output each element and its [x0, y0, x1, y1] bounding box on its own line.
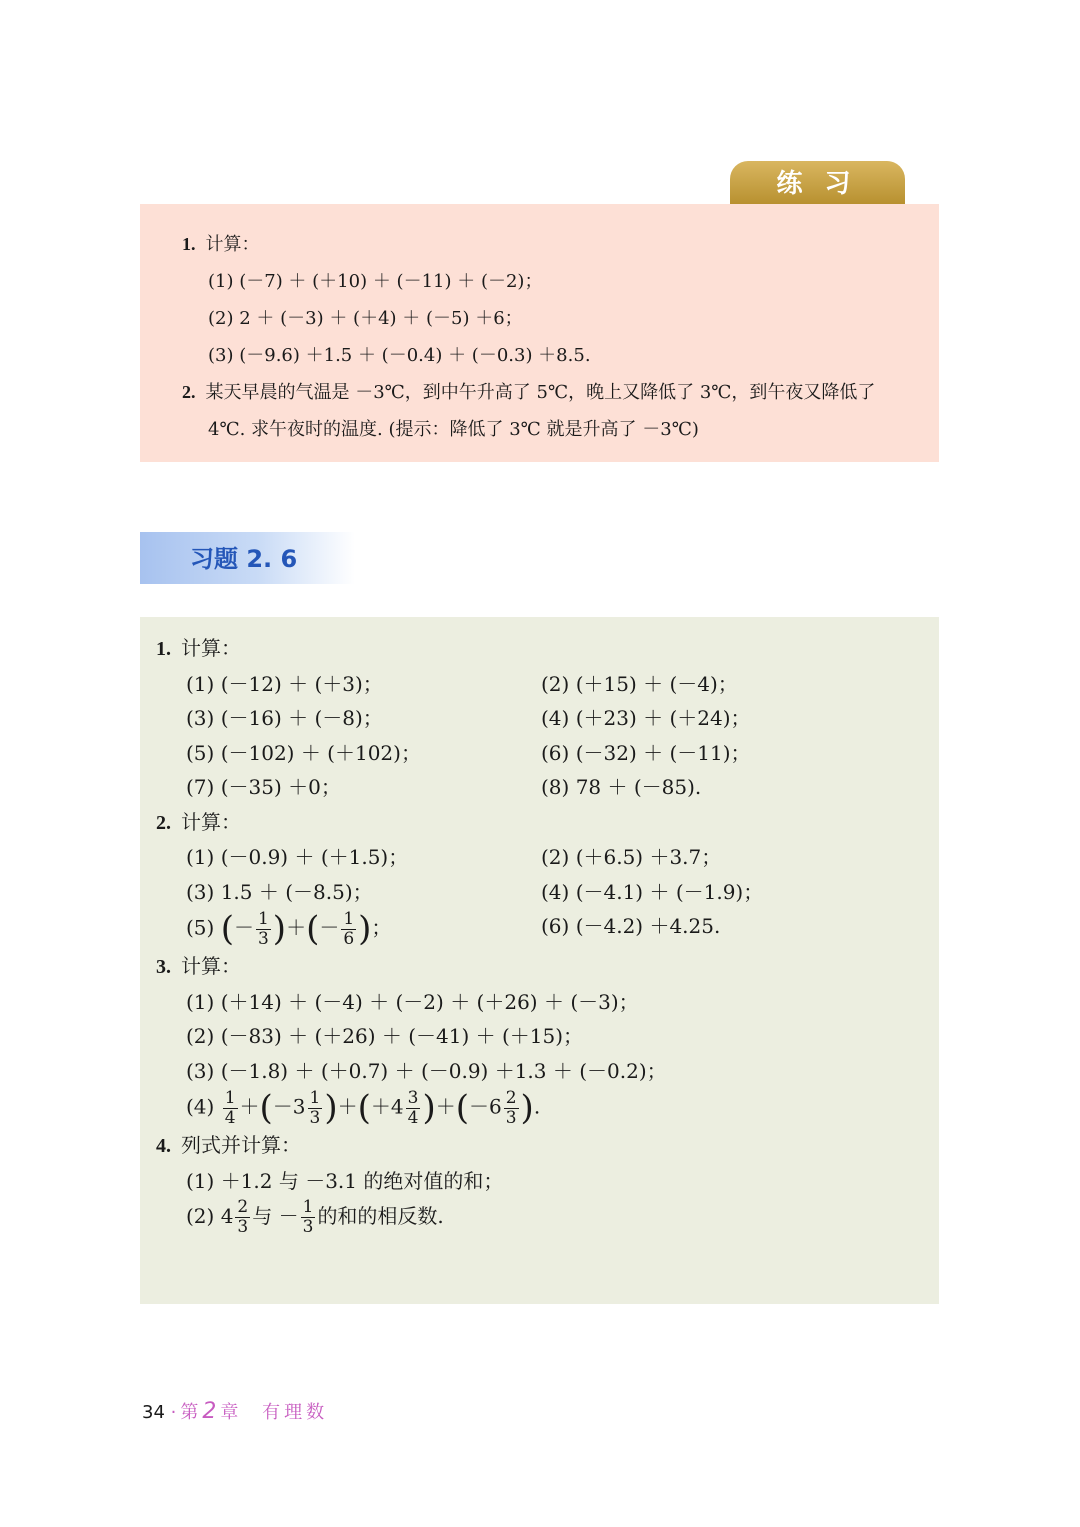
chapter-prefix: 第 — [180, 1402, 203, 1423]
exercise-q1-heading — [156, 631, 939, 667]
practice-q1-item: (1) (－7) ＋ (＋10) ＋ (－11) ＋ (－2)； — [208, 271, 543, 292]
exercise-title: 习题 2. 6 — [190, 545, 298, 573]
exercise-item: (4) (－4.1) ＋ (－1.9)； — [541, 879, 764, 904]
exercise-item: (8) 78 ＋ (－85). — [541, 775, 702, 799]
practice-q2-text: 某天早晨的气温是 －3℃，到中午升高了 5℃，晚上又降低了 3℃，到午夜又降低了 — [205, 382, 876, 403]
item-label: (5) — [186, 915, 215, 940]
practice-q1-item: (2) 2 ＋ (－3) ＋ (＋4) ＋ (－5) ＋6； — [208, 308, 523, 329]
question-number: 2. — [182, 382, 196, 402]
exercise-q4-heading — [156, 1128, 939, 1164]
exercise-item: (7) (－35) ＋0； — [186, 775, 341, 799]
exercise-header — [140, 532, 355, 584]
chapter-title: 有理数 — [262, 1402, 329, 1423]
exercise-row — [156, 736, 939, 771]
exercise-item: (5) (－102) ＋ (＋102)； — [186, 740, 421, 765]
question-title: 计算： — [181, 954, 241, 978]
exercise-q3-heading — [156, 949, 939, 985]
exercise-item-fraction: (4) $\frac{1}{4}$ ＋(－3 $\frac{1}{3}$ )＋(＋4 $\frac{3}{4}$ )＋(－6 $\frac{2}{3}$ ). — [186, 1087, 541, 1128]
exercise-box — [140, 617, 939, 1304]
exercise-item: (1) ＋1.2 与 －3.1 的绝对值的和； — [186, 1168, 504, 1193]
exercise-item: (4) (＋23) ＋ (＋24)； — [541, 706, 751, 730]
chapter-separator: · — [170, 1402, 181, 1423]
chapter-number: 2 — [202, 1399, 221, 1424]
question-title: 计算： — [181, 636, 241, 660]
exercise-row — [156, 875, 939, 910]
exercise-item: (6) (－4.2) ＋4.25. — [541, 914, 721, 938]
exercise-item: (3) (－16) ＋ (－8)； — [186, 706, 383, 730]
exercise-item: (2) (－83) ＋ (＋26) ＋ (－41) ＋ (＋15)； — [186, 1024, 584, 1048]
page-footer — [142, 1398, 328, 1424]
question-title: 列式并计算： — [181, 1133, 301, 1157]
question-title: 计算： — [181, 809, 241, 834]
exercise-item: (2) (＋6.5) ＋3.7； — [541, 845, 722, 869]
exercise-row — [156, 701, 939, 736]
practice-q1-item: (3) (－9.6) ＋1.5 ＋ (－0.4) ＋ (－0.3) ＋8.5. — [208, 345, 591, 366]
exercise-item: (3) (－1.8) ＋ (＋0.7) ＋ (－0.9) ＋1.3 ＋ (－0.2)； — [186, 1058, 667, 1083]
fraction: $\frac{1}{4}$ — [224, 1087, 236, 1128]
question-number: 1. — [156, 638, 171, 660]
question-title: 计算： — [205, 234, 260, 255]
exercise-item: (6) (－32) ＋ (－11)； — [541, 740, 751, 765]
exercise-row — [156, 770, 939, 805]
question-number: 2. — [156, 811, 171, 834]
exercise-row — [156, 840, 939, 875]
practice-q1-heading — [182, 226, 939, 263]
exercise-item: (3) 1.5 ＋ (－8.5)； — [186, 879, 373, 904]
fraction: $\frac{3}{4}$ — [407, 1087, 419, 1128]
practice-q2-line2: 4℃. 求午夜时的温度. (提示：降低了 3℃ 就是升高了 －3℃) — [208, 419, 699, 440]
exercise-q2-heading — [156, 805, 939, 841]
fraction: $\frac{2}{3}$ — [237, 1197, 249, 1237]
fraction: $\frac{1}{3}$ — [302, 1197, 314, 1237]
exercise-item: (1) (－12) ＋ (＋3)； — [186, 671, 383, 696]
exercise-item: (1) (－0.9) ＋ (＋1.5)； — [186, 845, 409, 869]
page-number: 34 — [142, 1402, 165, 1423]
exercise-row — [156, 667, 939, 702]
practice-q2-line — [182, 374, 939, 411]
exercise-item: (1) (＋14) ＋ (－4) ＋ (－2) ＋ (＋26) ＋ (－3)； — [186, 989, 639, 1014]
exercise-item: (2) (＋15) ＋ (－4)； — [541, 671, 738, 696]
practice-box — [140, 204, 939, 462]
fraction: $\frac{2}{3}$ — [505, 1087, 517, 1128]
exercise-row — [156, 909, 939, 949]
fraction: $\frac{1}{3}$ — [257, 908, 269, 949]
exercise-item-fraction: (2) 4 $\frac{2}{3}$ 与 － $\frac{1}{3}$ 的和的相反数. — [186, 1197, 444, 1237]
question-number: 4. — [156, 1135, 171, 1157]
chapter-suffix: 章 — [220, 1402, 243, 1423]
item-label: (4) — [186, 1094, 215, 1119]
fraction: $\frac{1}{3}$ — [309, 1087, 321, 1128]
exercise-item-fraction: (5) (－ $\frac{1}{3}$ )＋(－ $\frac{1}{6}$ )； — [186, 908, 392, 949]
fraction: $\frac{1}{6}$ — [343, 908, 355, 949]
practice-tab: 练习 — [730, 161, 905, 205]
question-number: 3. — [156, 956, 171, 978]
question-number: 1. — [182, 234, 196, 254]
